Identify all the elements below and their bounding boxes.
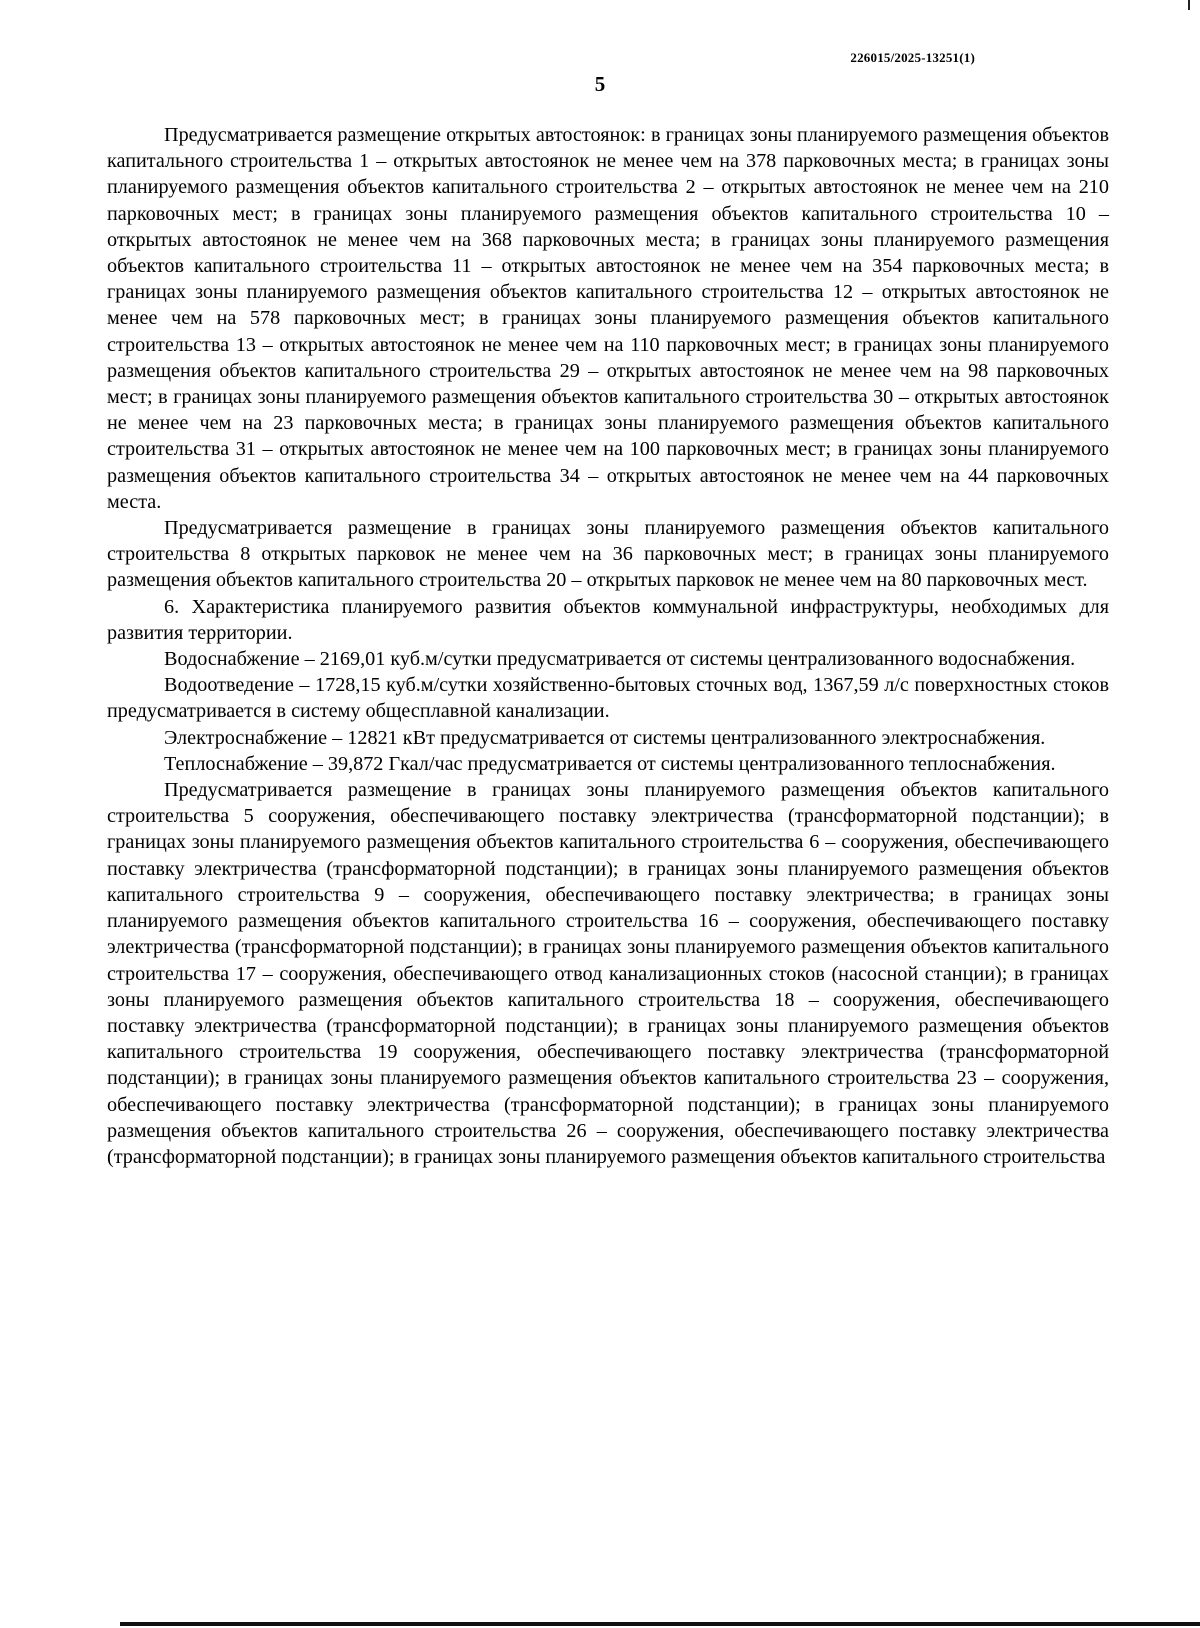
paragraph-open-parking: Предусматривается размещение в границах зоны планируемого размещения объектов капитального строительства 8 открытых парковок не менее чем на 36 парковочных мест; в границах зоны планируемого размещения объектов капитального строительства 20 – открытых парковок не менее чем на 80 парковочных мест. — [107, 517, 1109, 592]
section-heading-utilities: 6. Характеристика планируемого развития объектов коммунальной инфраструктуры, необходимых для развития территории. — [107, 595, 1109, 644]
paragraph-facilities: Предусматривается размещение в границах зоны планируемого размещения объектов капитального строительства 5 сооружения, обеспечивающего поставку электричества (трансформаторной подстанции); в границах зоны планируемого размещения объектов капитального строительства 6 – сооружения, обеспечивающего поставку электричества (трансформаторной подстанции); в границах зоны планируемого размещения объектов капитального строительства 9 – сооружения, обеспечивающего поставку электричества; в границах зоны планируемого размещения объектов капитального строительства 16 – сооружения, обеспечивающего поставку электричества (трансформаторной подстанции); в границах зоны планируемого размещения объектов капитального строительства 17 – сооружения, обеспечивающего отвод канализационных стоков (насосной станции); в границах зоны планируемого размещения объектов капитального строительства 18 – сооружения, обеспечивающего поставку электричества (трансформаторной подстанции); в границах зоны планируемого размещения объектов капитального строительства 19 сооружения, обеспечивающего поставку электричества (трансформаторной подстанции); в границах зоны планируемого размещения объектов капитального строительства 23 – сооружения, обеспечивающего поставку электричества (трансформаторной подстанции); в границах зоны планируемого размещения объектов капитального строительства 26 – сооружения, обеспечивающего поставку электричества (трансформаторной подстанции); в границах зоны планируемого размещения объектов капитального строительства — [107, 779, 1109, 1168]
paragraph-power-supply: Электроснабжение – 12821 кВт предусматривается от системы централизованного электроснабжения. — [164, 726, 1046, 749]
paragraph-wastewater: Водоотведение – 1728,15 куб.м/сутки хозяйственно-бытовых сточных вод, 1367,59 л/с поверхностных стоков предусматривается в систему общесплавной канализации. — [107, 674, 1109, 723]
document-body — [107, 122, 1109, 1170]
paragraph-water-supply: Водоснабжение – 2169,01 куб.м/сутки предусматривается от системы централизованного водоснабжения. — [164, 648, 1076, 671]
paragraph-heat-supply: Теплоснабжение – 39,872 Гкал/час предусматривается от системы централизованного теплоснабжения. — [164, 752, 1056, 775]
scan-bottom-edge — [120, 1622, 1200, 1626]
paragraph-parking-lots: Предусматривается размещение открытых автостоянок: в границах зоны планируемого размещения объектов капитального строительства 1 – открытых автостоянок не менее чем на 378 парковочных места; в границах зоны планируемого размещения объектов капитального строительства 2 – открытых автостоянок не менее чем на 210 парковочных мест; в границах зоны планируемого размещения объектов капитального строительства 10 – открытых автостоянок не менее чем на 368 парковочных места; в границах зоны планируемого размещения объектов капитального строительства 11 – открытых автостоянок не менее чем на 354 парковочных места; в границах зоны планируемого размещения объектов капитального строительства 12 – открытых автостоянок не менее чем на 578 парковочных мест; в границах зоны планируемого размещения объектов капитального строительства 13 – открытых автостоянок не менее чем на 110 парковочных мест; в границах зоны планируемого размещения объектов капитального строительства 29 – открытых автостоянок не менее чем на 98 парковочных мест; в границах зоны планируемого размещения объектов капитального строительства 30 – открытых автостоянок не менее чем на 23 парковочных места; в границах зоны планируемого размещения объектов капитального строительства 31 – открытых автостоянок не менее чем на 100 парковочных мест; в границах зоны планируемого размещения объектов капитального строительства 34 – открытых автостоянок не менее чем на 44 парковочных места. — [107, 124, 1109, 513]
document-number: 226015/2025-13251(1) — [850, 50, 975, 65]
page-number: 5 — [594, 72, 606, 96]
scan-artifact — [1188, 0, 1190, 10]
